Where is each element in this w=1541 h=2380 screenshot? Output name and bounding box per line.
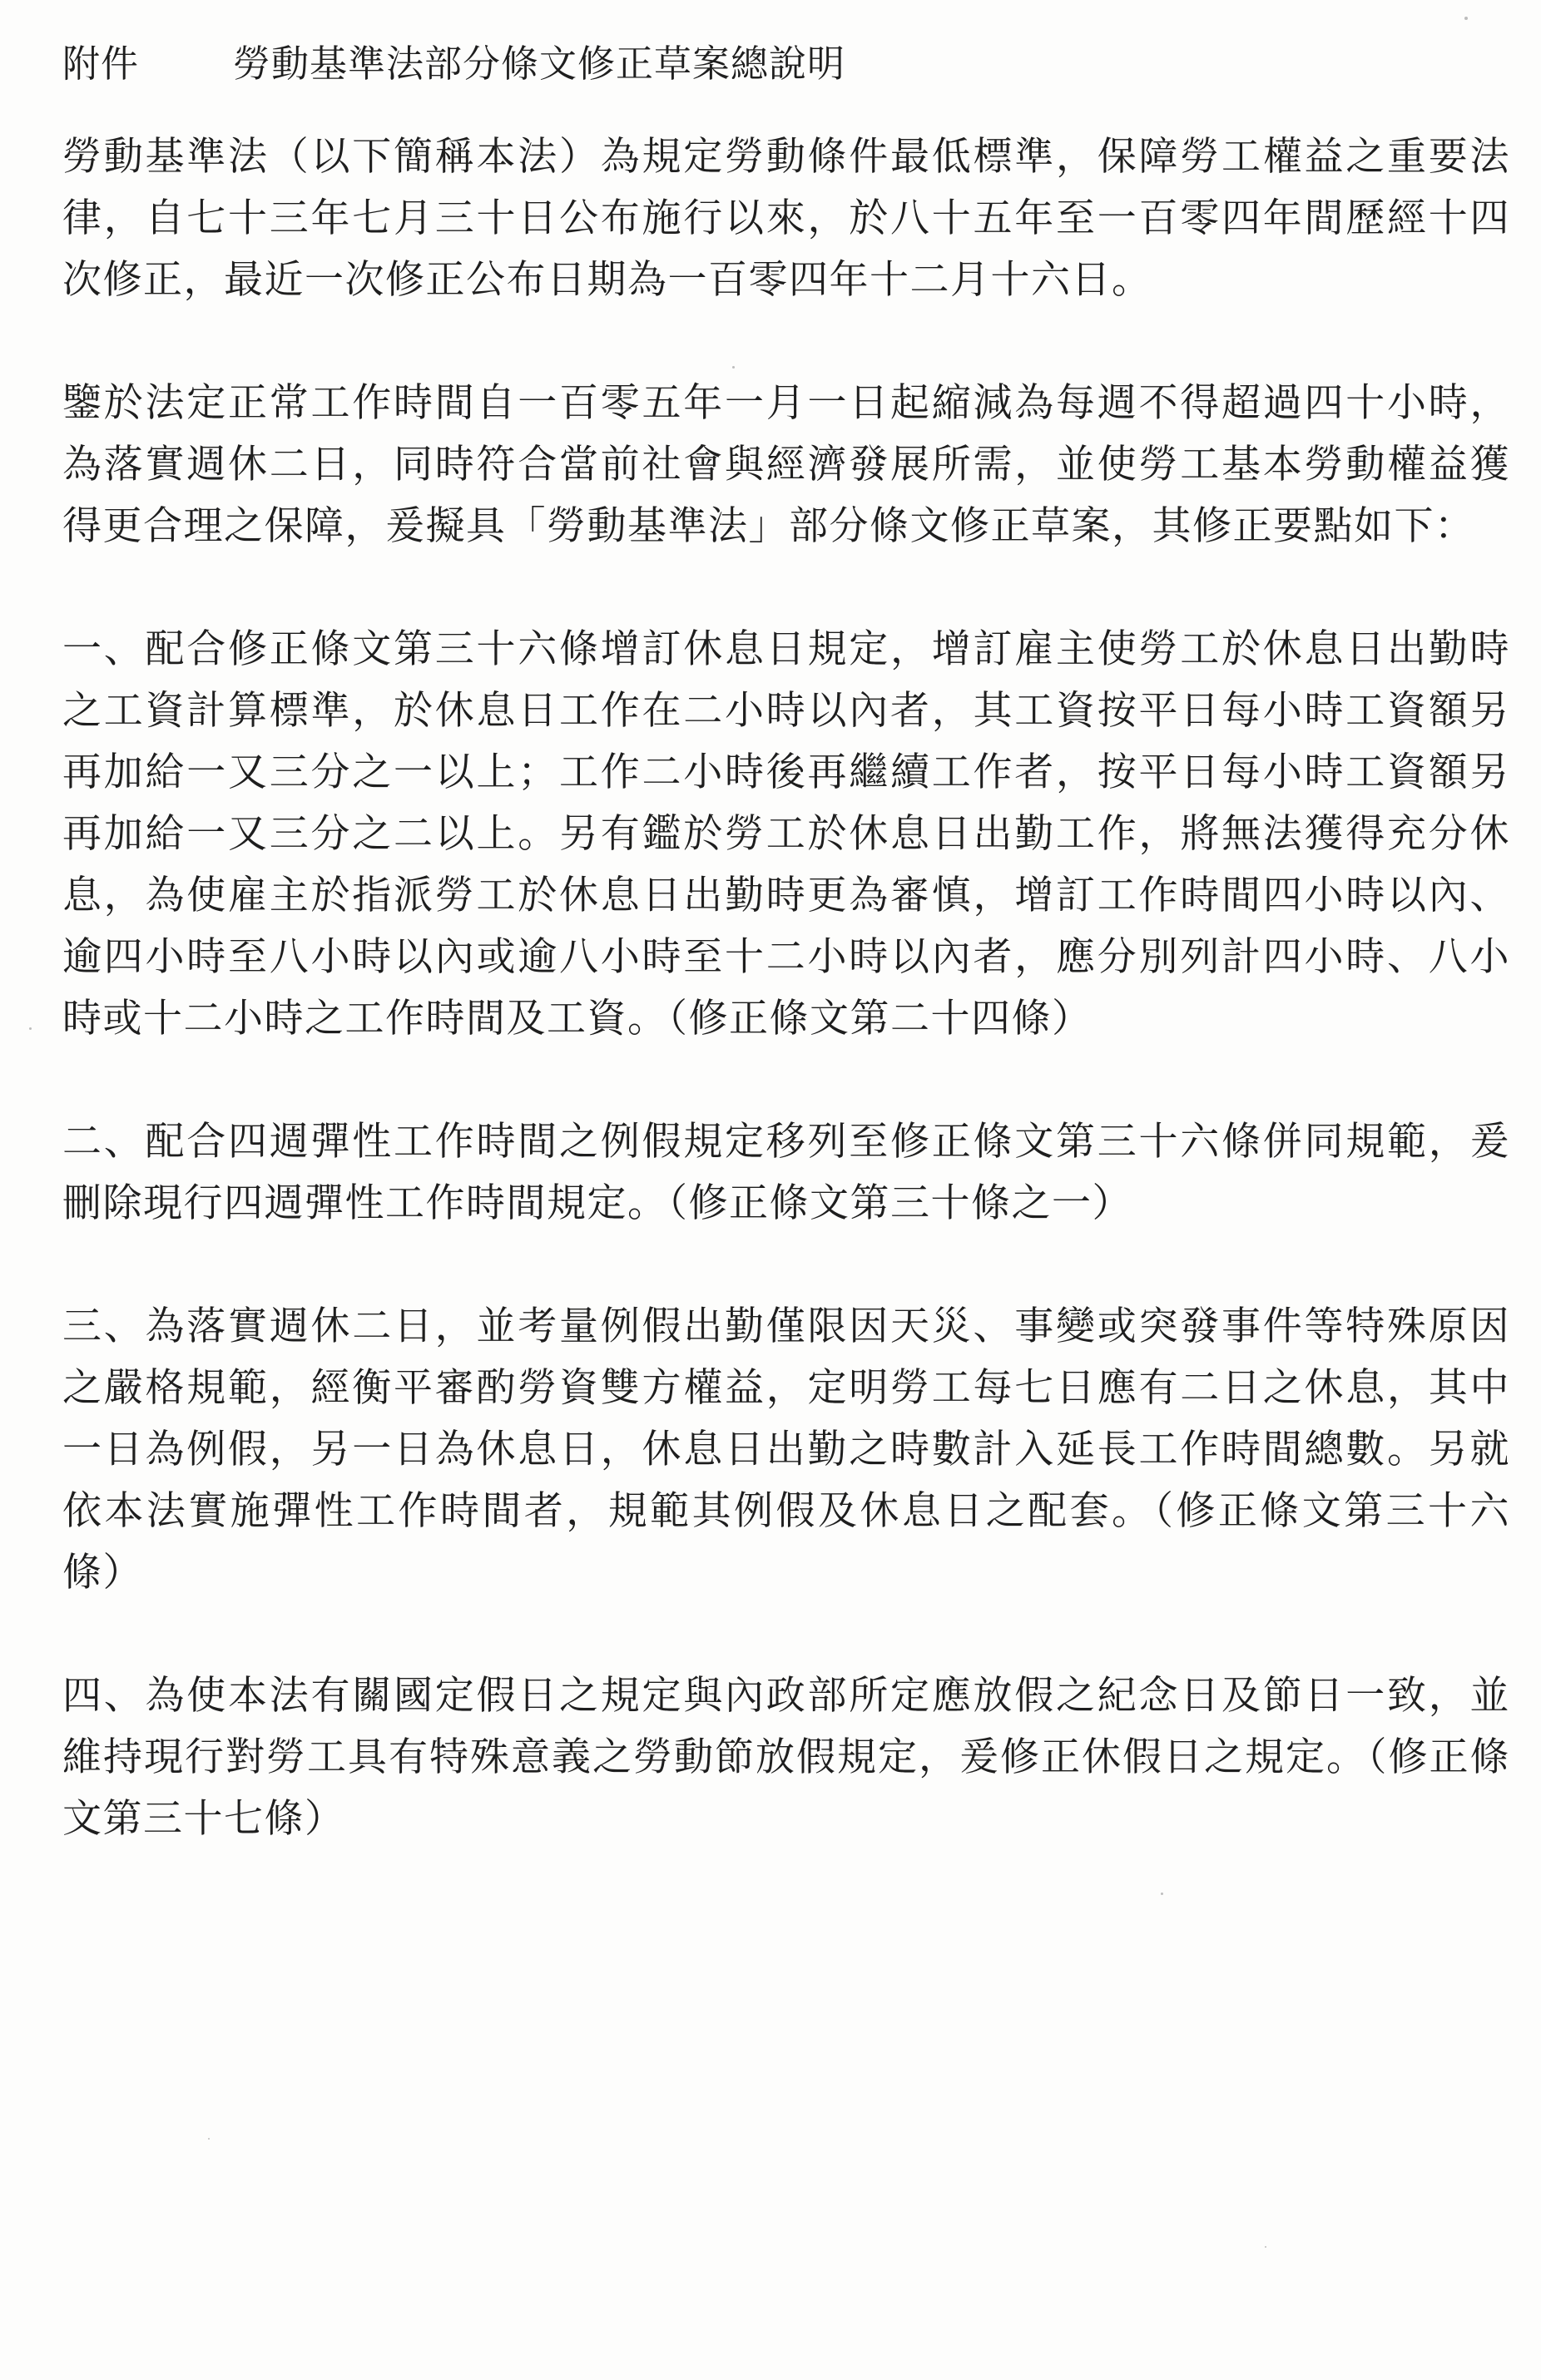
scan-speck (1265, 2246, 1266, 2248)
document-title: 勞動基準法部分條文修正草案總說明 (233, 42, 846, 86)
intro-paragraph: 勞動基準法（以下簡稱本法）為規定勞動條件最低標準，保障勞工權益之重要法律，自七十三年七月三十日公布施行以來，於八十五年至一百零四年間歷經十四次修正，最近一次修正公布日期為一百零四年十二月十六日。 (62, 134, 1510, 303)
scan-speck (1161, 1893, 1163, 1895)
scan-speck (732, 366, 735, 369)
document-body (62, 33, 1510, 1850)
attachment-label: 附件 (62, 42, 140, 86)
amendment-point-4: 四、為使本法有關國定假日之規定與內政部所定應放假之紀念日及節日一致，並維持現行對勞工具有特殊意義之勞動節放假規定，爰修正休假日之規定。（修正條文第三十七條） (62, 1673, 1510, 1842)
scan-speck (208, 2138, 210, 2140)
scan-speck (1464, 17, 1468, 20)
amendment-point-1: 一、配合修正條文第三十六條增訂休息日規定，增訂雇主使勞工於休息日出勤時之工資計算標準，於休息日工作在二小時以內者，其工資按平日每小時工資額另再加給一又三分之一以上；工作二小時後再繼續工作者，按平日每小時工資額另再加給一又三分之二以上。另有鑑於勞工於休息日出勤工作，將無法獲得充分休息，為使雇主於指派勞工於休息日出勤時更為審慎，增訂工作時間四小時以內、逾四小時至八小時以內或逾八小時至十二小時以內者，應分別列計四小時、八小時或十二小時之工作時間及工資。（修正條文第二十四條） (62, 626, 1510, 1042)
document-header (62, 33, 1510, 95)
purpose-paragraph: 鑒於法定正常工作時間自一百零五年一月一日起縮減為每週不得超過四十小時，為落實週休二日，同時符合當前社會與經濟發展所需，並使勞工基本勞動權益獲得更合理之保障，爰擬具「勞動基準法」部分條文修正草案，其修正要點如下： (62, 380, 1510, 549)
scan-speck (29, 1027, 32, 1030)
amendment-point-2: 二、配合四週彈性工作時間之例假規定移列至修正條文第三十六條併同規範，爰刪除現行四週彈性工作時間規定。（修正條文第三十條之一） (62, 1119, 1510, 1226)
amendment-point-3: 三、為落實週休二日，並考量例假出勤僅限因天災、事變或突發事件等特殊原因之嚴格規範，經衡平審酌勞資雙方權益，定明勞工每七日應有二日之休息，其中一日為例假，另一日為休息日，休息日出勤之時數計入延長工作時間總數。另就依本法實施彈性工作時間者，規範其例假及休息日之配套。（修正條文第三十六條） (62, 1304, 1510, 1596)
